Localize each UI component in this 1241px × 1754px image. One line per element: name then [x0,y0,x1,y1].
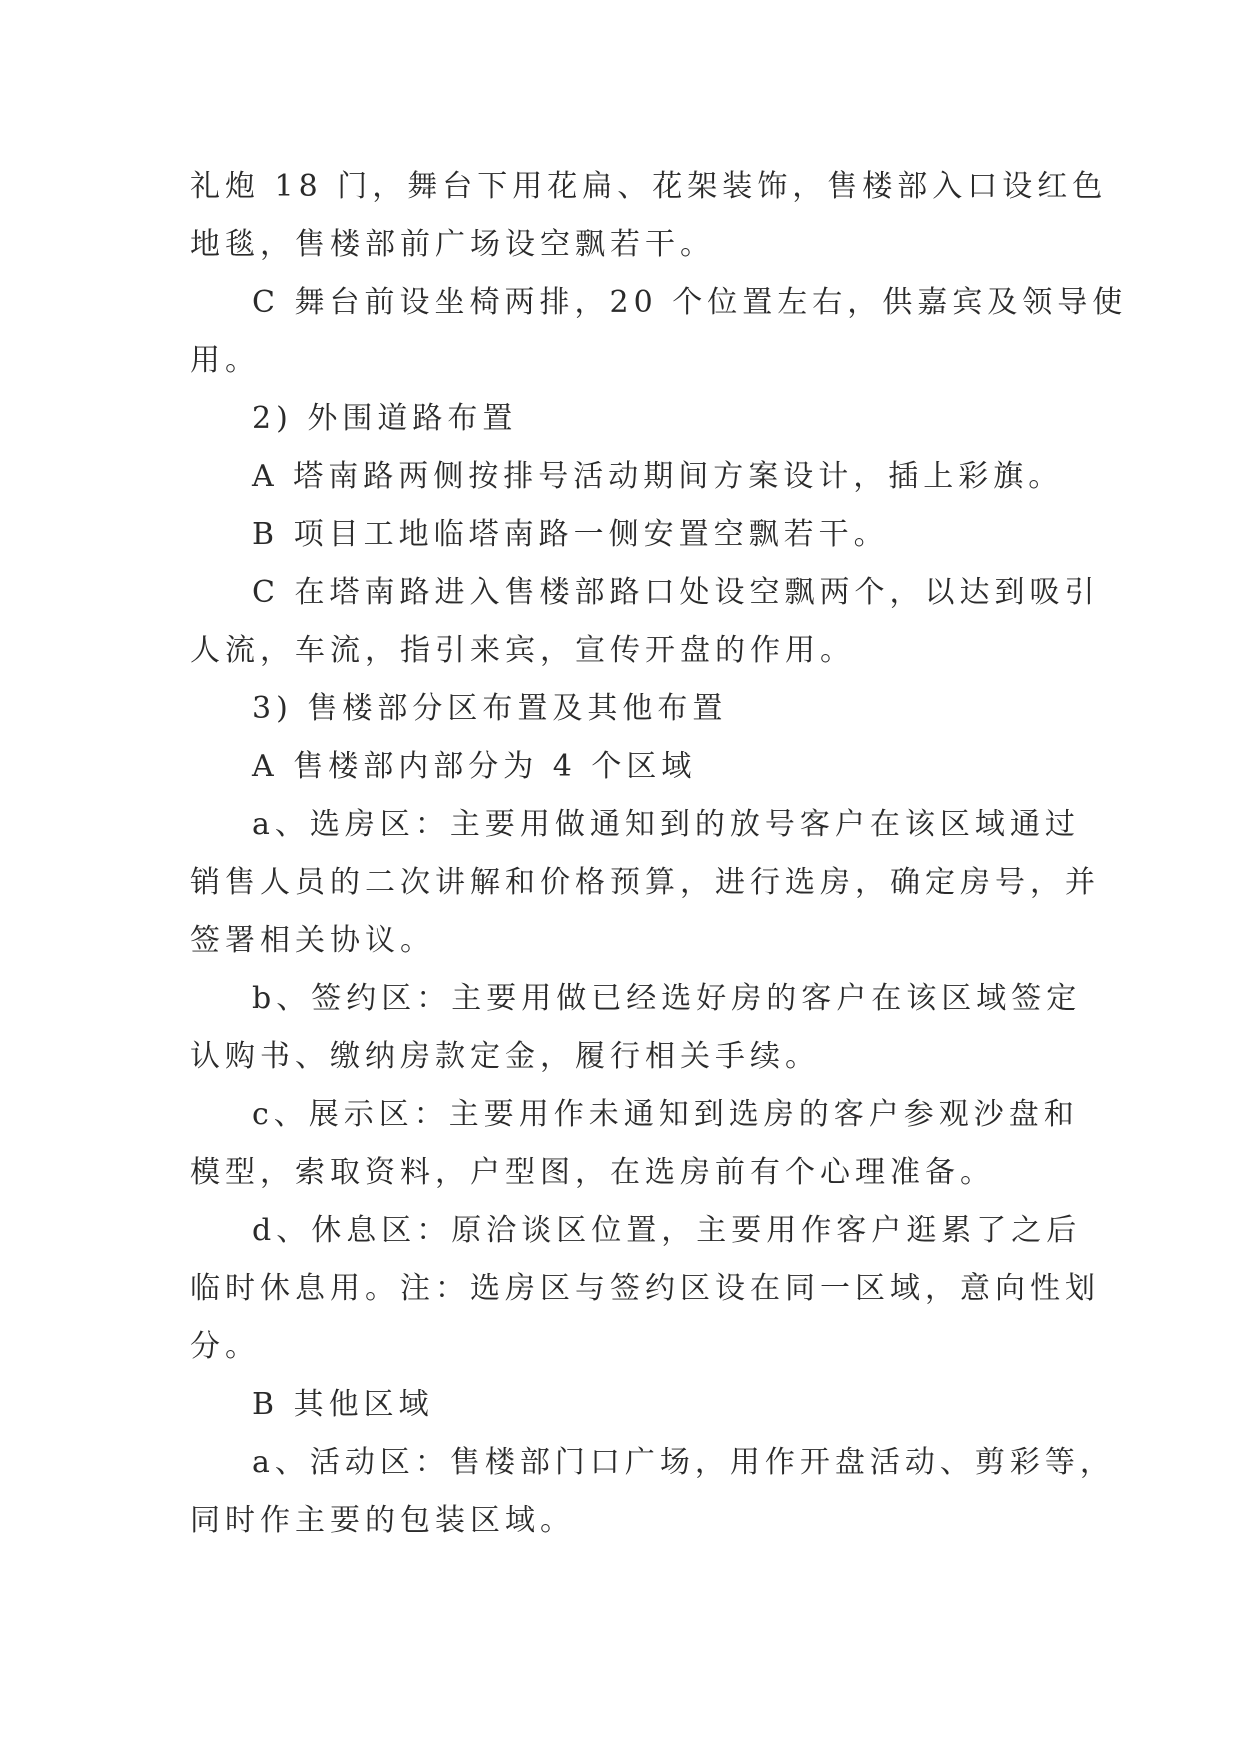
text-line: c、展示区：主要用作未通知到选房的客户参观沙盘和 [252,1097,1079,1132]
text-line: C 在塔南路进入售楼部路口处设空飘两个，以达到吸引 [252,575,1100,610]
document-body [190,158,1128,1550]
text-line: A 售楼部内部分为 4 个区域 [252,749,697,784]
text-line: d、休息区：原洽谈区位置，主要用作客户逛累了之后 [252,1213,1082,1248]
text-line: 临时休息用。注：选房区与签约区设在同一区域，意向性划 [190,1271,1100,1306]
text-line: 地毯，售楼部前广场设空飘若干。 [190,227,715,262]
text-line: 认购书、缴纳房款定金，履行相关手续。 [190,1039,820,1074]
text-line: 签署相关协议。 [190,923,435,958]
text-line: A 塔南路两侧按排号活动期间方案设计，插上彩旗。 [252,459,1064,494]
text-line: a、活动区：售楼部门口广场，用作开盘活动、剪彩等， [252,1445,1115,1480]
text-line: 礼炮 18 门，舞台下用花扁、花架装饰，售楼部入口设红色 [190,169,1108,204]
text-line: a、选房区：主要用做通知到的放号客户在该区域通过 [252,807,1080,842]
text-line: 分。 [190,1329,260,1364]
text-line: C 舞台前设坐椅两排，20 个位置左右，供嘉宾及领导使 [252,285,1128,320]
text-line: 人流，车流，指引来宾，宣传开盘的作用。 [190,633,855,668]
text-line: B 其他区域 [252,1387,434,1422]
text-line: B 项目工地临塔南路一侧安置空飘若干。 [252,517,889,552]
text-line: 同时作主要的包装区域。 [190,1503,575,1538]
text-line: b、签约区：主要用做已经选好房的客户在该区域签定 [252,981,1082,1016]
section-heading: 3) 售楼部分区布置及其他布置 [252,691,728,726]
text-line: 销售人员的二次讲解和价格预算，进行选房，确定房号，并 [190,865,1100,900]
section-heading: 2) 外围道路布置 [252,401,518,436]
text-line: 用。 [190,343,260,378]
text-line: 模型，索取资料，户型图，在选房前有个心理准备。 [190,1155,995,1190]
